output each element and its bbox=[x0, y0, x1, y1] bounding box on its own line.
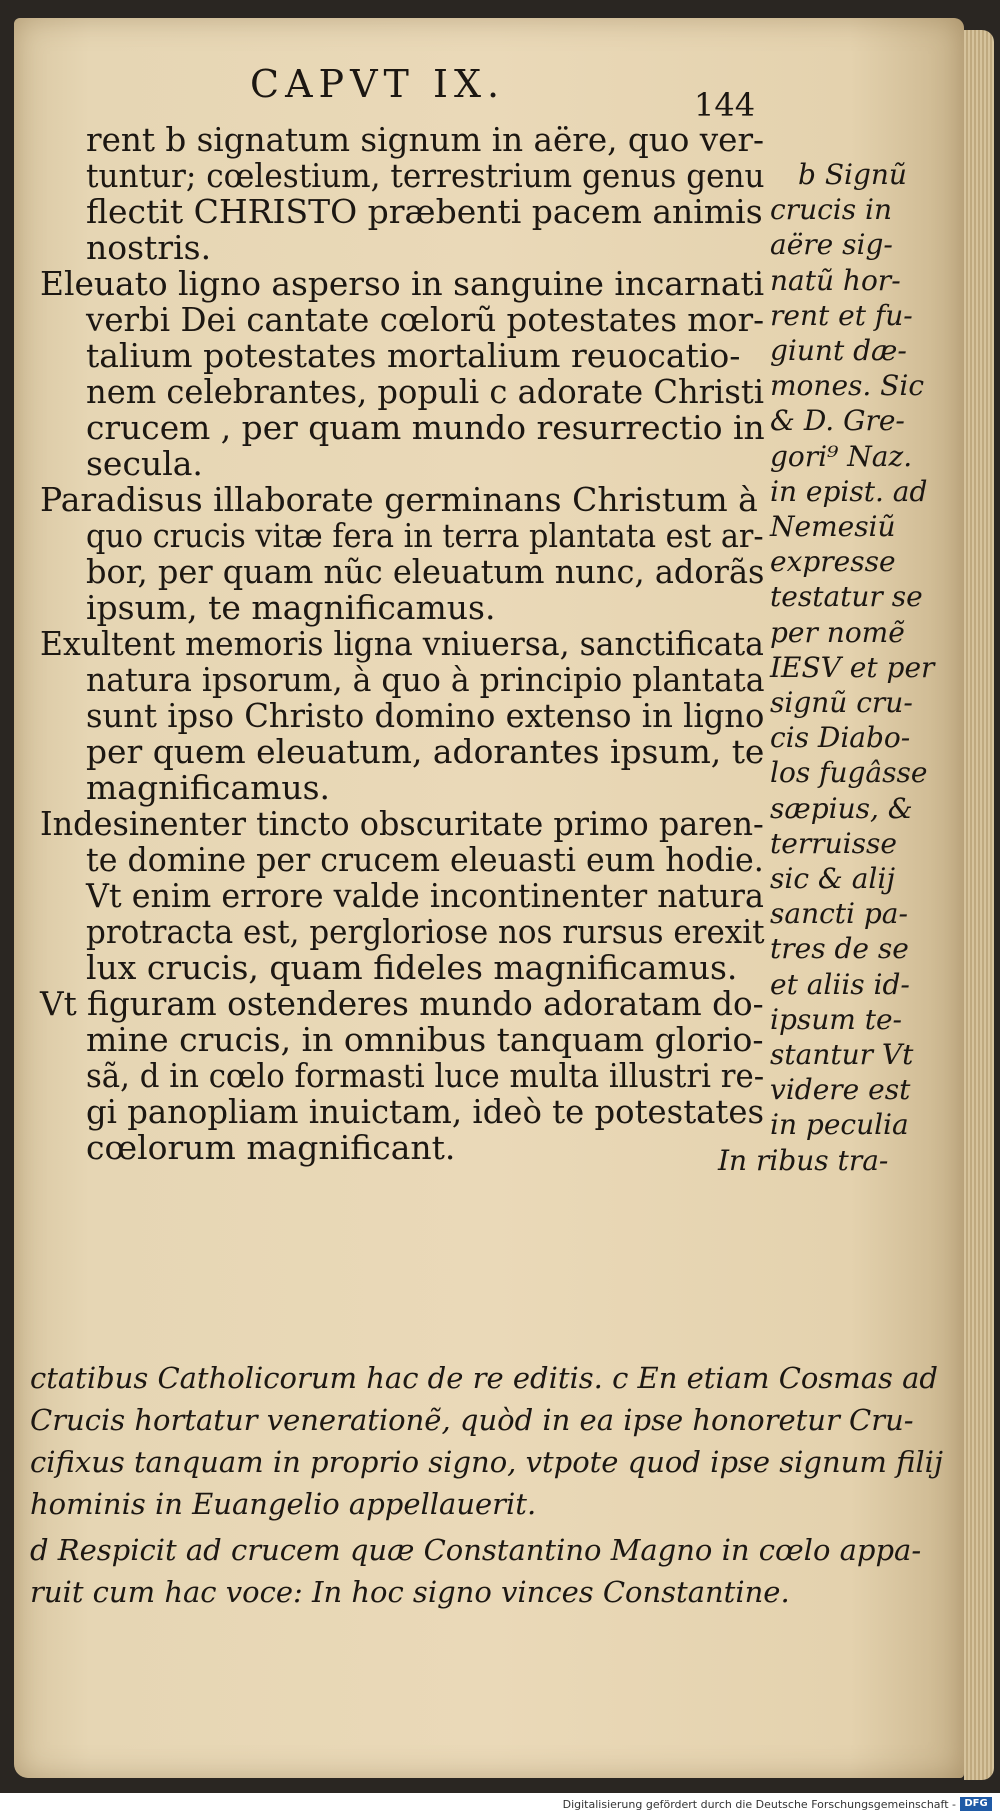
margin-note-line: crucis in bbox=[770, 193, 892, 227]
main-text-line: talium potestates mortalium reuocatio- bbox=[86, 336, 741, 375]
main-text-line: nostris. bbox=[86, 228, 212, 267]
main-text-line: protracta est, pergloriose nos rursus erexit bbox=[86, 912, 765, 951]
margin-note-line: los fugâsse bbox=[770, 756, 928, 790]
main-text-line: gi panopliam inuictam, ideò te potestates bbox=[86, 1092, 765, 1131]
main-text-line: Vt enim errore valde incontinenter natura bbox=[86, 876, 764, 915]
main-text-line: natura ipsorum, à quo à principio plantata bbox=[86, 660, 765, 699]
margin-note-line: cis Diabo- bbox=[770, 721, 911, 755]
margin-note-line: IESV et per bbox=[770, 650, 935, 684]
margin-note-line: in peculia bbox=[770, 1108, 909, 1142]
main-text-line: Indesinenter tincto obscuritate primo paren- bbox=[40, 804, 764, 843]
margin-note-line: ipsum te- bbox=[770, 1002, 903, 1036]
main-text-line: per quem eleuatum, adorantes ipsum, te bbox=[86, 732, 765, 771]
footnote-line: hominis in Euangelio appellauerit. bbox=[30, 1487, 537, 1521]
main-text-line: flectit CHRISTO præbenti pacem animis bbox=[86, 192, 763, 231]
main-text-line: magnificamus. bbox=[86, 768, 331, 807]
page-number: 144 bbox=[694, 86, 756, 124]
margin-note-line: sæpius, & bbox=[770, 791, 913, 825]
margin-note-line: expresse bbox=[770, 545, 896, 579]
main-text-line: crucem , per quam mundo resurrectio in bbox=[86, 408, 765, 447]
margin-note-line: signũ cru- bbox=[770, 686, 913, 719]
margin-note-line: sic & alij bbox=[770, 862, 896, 895]
main-text-line: te domine per crucem eleuasti eum hodie. bbox=[86, 840, 764, 879]
footnote-line: ruit cum hac voce: In hoc signo vinces Constantine. bbox=[30, 1575, 790, 1609]
main-text-line: tuntur; cœlestium, terrestrium genus genu bbox=[86, 156, 765, 195]
margin-note-line: videre est bbox=[770, 1073, 911, 1107]
main-text-line: sã, d in cœlo formasti luce multa illustri re- bbox=[86, 1056, 765, 1095]
dfg-logo: DFG bbox=[960, 1797, 992, 1811]
main-text-line: Exultent memoris ligna vniuersa, sanctificata bbox=[40, 624, 764, 663]
margin-note-line: testatur se bbox=[770, 580, 923, 614]
margin-note-line: tres de se bbox=[770, 932, 909, 966]
margin-note-line: rent et fu- bbox=[770, 298, 913, 332]
main-text-line: Paradisus illaborate germinans Christum à bbox=[40, 480, 758, 519]
main-text-line: Vt figuram ostenderes mundo adoratam do- bbox=[40, 984, 764, 1023]
footnote-line: d Respicit ad crucem quæ Constantino Magno in cœlo appa- bbox=[30, 1533, 922, 1567]
main-text-line: nem celebrantes, populi c adorate Christi bbox=[86, 372, 765, 411]
margin-note-line: per nomẽ bbox=[770, 615, 905, 649]
footnote-line: cifixus tanquam in proprio signo, vtpote quod ipse signum filij bbox=[30, 1445, 943, 1479]
margin-note-line: in epist. ad bbox=[770, 474, 928, 508]
funding-credit: Digitalisierung gefördert durch die Deutsche Forschungsgemeinschaft - bbox=[562, 1798, 956, 1811]
footnote-line: Crucis hortatur venerationẽ, quòd in ea ipse honoretur Cru- bbox=[30, 1403, 914, 1437]
margin-note-line: Nemesiũ bbox=[770, 510, 896, 543]
running-header: CAPVT IX. bbox=[250, 62, 506, 106]
margin-note-line: et aliis id- bbox=[770, 967, 910, 1001]
margin-note-line: mones. Sic bbox=[770, 369, 924, 403]
main-text-line: mine crucis, in omnibus tanquam glorio- bbox=[86, 1020, 764, 1059]
margin-note-line: & D. Gre- bbox=[770, 404, 905, 438]
margin-note-line: gori⁹ Naz. bbox=[770, 439, 913, 473]
margin-note-line: natũ hor- bbox=[770, 263, 901, 297]
page-edge bbox=[964, 30, 994, 1780]
margin-note-line: terruisse bbox=[770, 826, 897, 860]
margin-note-line: stantur Vt bbox=[770, 1038, 914, 1071]
main-text-line: cœlorum magnificant. bbox=[86, 1128, 456, 1167]
main-text-line: bor, per quam nũc eleuatum nunc, adorãs bbox=[86, 552, 765, 591]
main-text-line: secula. bbox=[86, 444, 203, 483]
footnote-line: ctatibus Catholicorum hac de re editis. c En etiam Cosmas ad bbox=[30, 1361, 938, 1395]
main-text-line: verbi Dei cantate cœlorũ potestates mor- bbox=[86, 300, 765, 339]
margin-note-line: b Signũ bbox=[798, 158, 907, 191]
main-text-line: rent b signatum signum in aëre, quo ver- bbox=[86, 120, 765, 159]
main-text-line: sunt ipso Christo domino extenso in ligno bbox=[86, 696, 765, 735]
main-text-line: quo crucis vitæ fera in terra plantata est ar- bbox=[86, 516, 764, 555]
margin-note-line: In ribus tra- bbox=[718, 1143, 889, 1177]
main-text-line: Eleuato ligno asperso in sanguine incarnati bbox=[40, 264, 765, 303]
margin-note-line: sancti pa- bbox=[770, 897, 908, 931]
main-text-line: lux crucis, quam fideles magnificamus. bbox=[86, 948, 738, 987]
margin-note-line: giunt dæ- bbox=[770, 334, 907, 367]
margin-note-line: aëre sig- bbox=[770, 228, 893, 262]
main-text-line: ipsum, te magnificamus. bbox=[86, 588, 496, 627]
